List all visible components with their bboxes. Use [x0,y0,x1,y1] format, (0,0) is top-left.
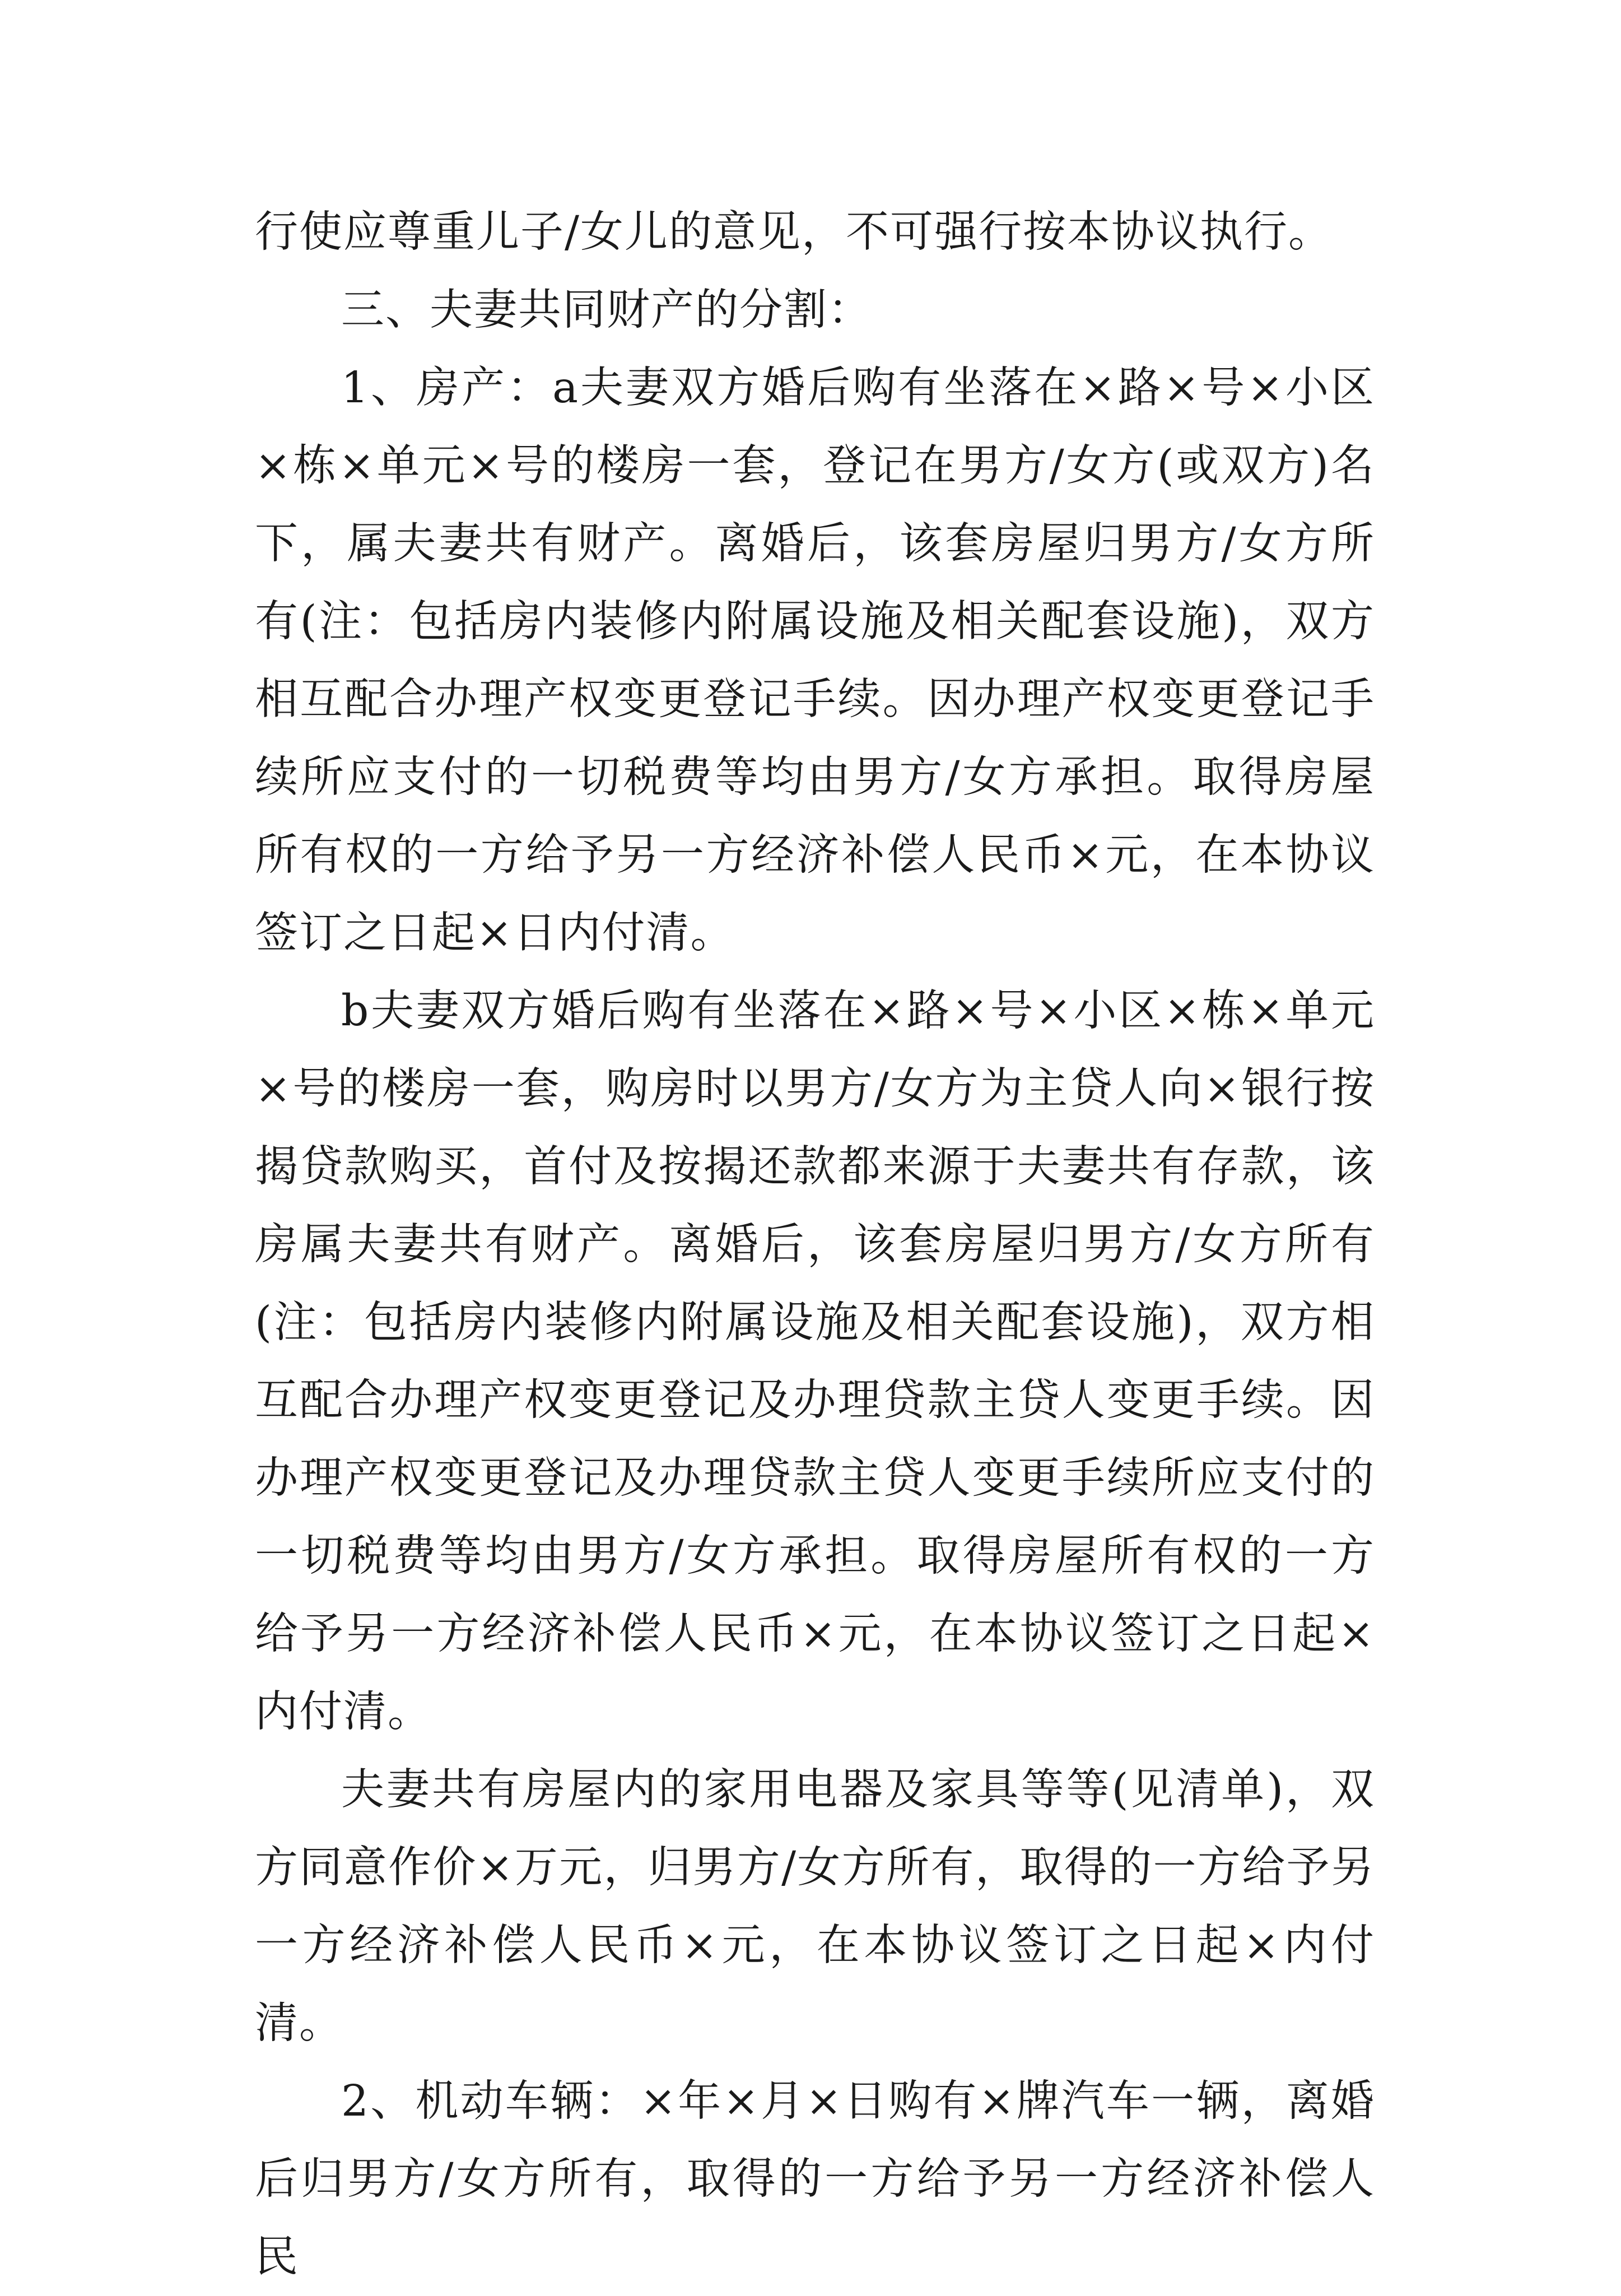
paragraph-house-a: 1、房产：a夫妻双方婚后购有坐落在×路×号×小区×栋×单元×号的楼房一套，登记在男方/女方(或双方)名下，属夫妻共有财产。离婚后，该套房屋归男方/女方所有(注：包括房内装修内附属设施及相关配套设施)，双方相互配合办理产权变更登记手续。因办理产权变更登记手续所应支付的一切税费等均由男方/女方承担。取得房屋所有权的一方给予另一方经济补偿人民币×元，在本协议签订之日起×日内付清。 [255,363,1375,958]
paragraph-motor-vehicle: 2、机动车辆：×年×月×日购有×牌汽车一辆，离婚后归男方/女方所有，取得的一方给予另一方经济补偿人民 [255,2076,1375,2282]
paragraph-appliances-furniture: 夫妻共有房屋内的家用电器及家具等等(见清单)，双方同意作价×万元，归男方/女方所有，取得的一方给予另一方经济补偿人民币×元，在本协议签订之日起×内付清。 [255,1765,1375,2048]
paragraph-house-b: b夫妻双方婚后购有坐落在×路×号×小区×栋×单元×号的楼房一套，购房时以男方/女方为主贷人向×银行按揭贷款购买，首付及按揭还款都来源于夫妻共有存款，该房属夫妻共有财产。离婚后，该套房屋归男方/女方所有(注：包括房内装修内附属设施及相关配套设施)，双方相互配合办理产权变更登记及办理贷款主贷人变更手续。因办理产权变更登记及办理贷款主贷人变更手续所应支付的一切税费等均由男方/女方承担。取得房屋所有权的一方给予另一方经济补偿人民币×元，在本协议签订之日起×内付清。 [255,986,1375,1737]
section-heading-property-division: 三、夫妻共同财产的分割： [341,285,872,335]
paragraph-continuation: 行使应尊重儿子/女儿的意见，不可强行按本协议执行。 [255,207,1333,257]
document-body [255,193,1375,2296]
